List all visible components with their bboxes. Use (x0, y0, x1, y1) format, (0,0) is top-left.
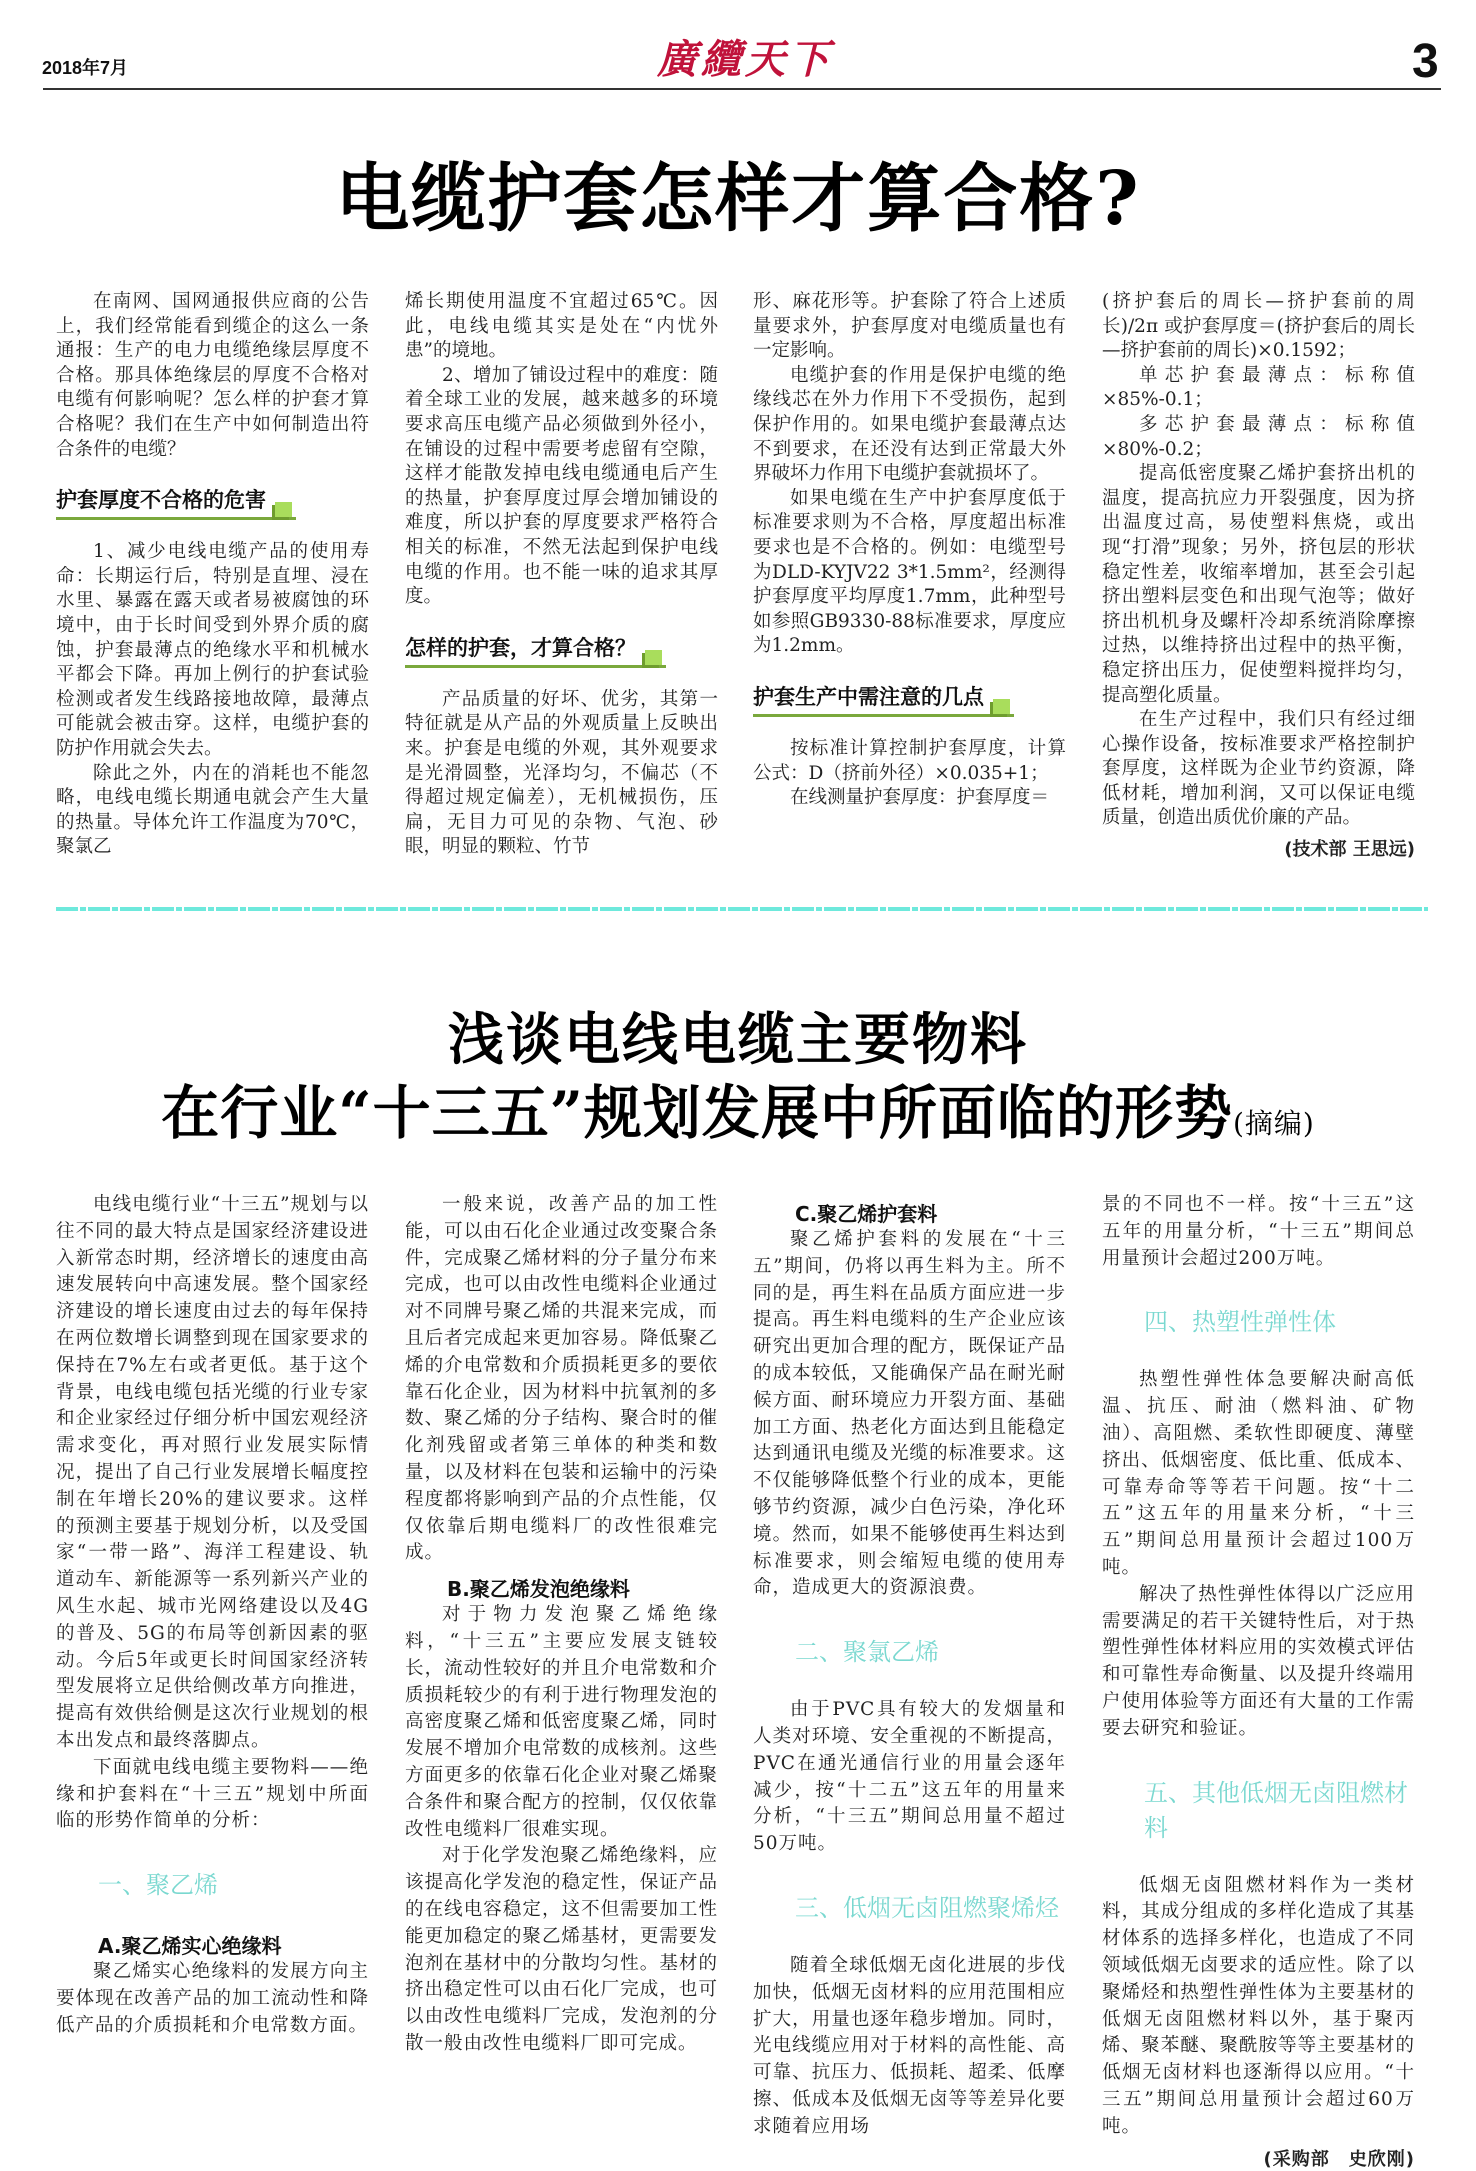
green-square-icon (275, 502, 292, 517)
paragraph: 在南网、国网通报供应商的公告上，我们经常能看到缆企的这么一条通报：生产的电力电缆绝缘层厚度不合格。那具体绝缘层的厚度不合格对电缆有何影响呢？怎么样的护套才算合格呢？我们在生产中如何制造出符合条件的电缆？ (56, 291, 369, 460)
subsection-heading: 二、聚氯乙烯 (795, 1638, 939, 1667)
paragraph: 随着全球低烟无卤化进展的步伐加快，低烟无卤材料的应用范围相应扩大，用量也逐年稳步增加。同时，光电线缆应用对于材料的高性能、高可靠、抗压力、低损耗、超柔、低摩擦、低成本及低烟无卤等等差异化要求随着应用场 (753, 1954, 1066, 2137)
paragraph: 形、麻花形等。护套除了符合上述质量要求外，护套厚度对电缆质量也有一定影响。 (753, 291, 1066, 362)
paragraph: 2、增加了铺设过程中的难度：随着全球工业的发展，越来越多的环境要求高压电缆产品必须做到外径小，在铺设的过程中需要考虑留有空隙，这样才能散发掉电线电缆通电后产生的热量，护套厚度过厚会增加铺设的难度，所以护套的厚度要求严格符合相关的标准，不然无法起到保护电线电缆的作用。也不能一味的追求其厚度。 (405, 364, 718, 608)
section-heading (753, 681, 1014, 717)
paragraph: 在生产过程中，我们只有经过细心操作设备，按标准要求严格控制护套厚度，这样既为企业节约资源，降低材耗，增加利润，又可以保证电缆质量，创造出质优价廉的产品。 (1102, 709, 1415, 829)
section-heading-wrap (405, 610, 718, 688)
section-heading-text: 护套生产中需注意的几点 (753, 684, 984, 709)
paragraph: 聚乙烯护套料的发展在“十三五”期间，仍将以再生料为主。所不同的是，再生料在品质方面应进一步提高。再生料电缆料的生产企业应该研究出更加合理的配方，既保证产品的成本较低，又能确保产品在耐光耐候方面、耐环境应力开裂方面、基础加工方面、热老化方面达到且能稳定达到通讯电缆及光缆的标准要求。这不仅能够降低整个行业的成本，更能够节约资源，减少白色污染，净化环境。然而，如果不能够使再生料达到标准要求，则会缩短电缆的使用寿命，造成更大的资源浪费。 (753, 1229, 1066, 1599)
column (753, 290, 1066, 811)
column (56, 1192, 369, 2040)
decorative-divider (56, 900, 1428, 918)
paragraph: 提高低密度聚乙烯护套挤出机的温度，提高抗应力开裂强度，因为挤出温度过高，易使塑料焦烧，或出现“打滑”现象；另外，挤包层的形状稳定性差，收缩率增加，甚至会引起挤出塑料层变色和出现气泡等；做好挤出机机身及螺杆冷却系统消除摩擦过热，以维持挤出过程中的热平衡，稳定挤出压力，促使塑料搅拌均匀，提高塑化质量。 (1102, 463, 1415, 706)
column (405, 290, 718, 860)
paragraph: 景的不同也不一样。按“十三五”这五年的用量分析，“十三五”期间总用量预计会超过200万吨。 (1102, 1194, 1415, 1269)
article2-title-line1: 浅谈电线电缆主要物料 (448, 1007, 1028, 1073)
author-signature: (技术部 王思远) (1284, 839, 1415, 861)
subsection-heading: 五、其他低烟无卤阻燃材料 (1144, 1778, 1408, 1842)
paragraph: (挤护套后的周长—挤护套前的周长)/2π 或护套厚度＝(挤护套后的周长—挤护套前的周长)×0.1592； (1102, 291, 1415, 362)
section-heading-text: 护套厚度不合格的危害 (56, 488, 266, 513)
column (1102, 1192, 1415, 2171)
sub-subsection-heading: C.聚乙烯护套料 (795, 1202, 938, 1226)
paragraph: 下面就电线电缆主要物料——绝缘和护套料在“十三五”规划中所面临的形势作简单的分析： (56, 1756, 369, 1832)
column (753, 1192, 1066, 2141)
paragraph: 按标准计算控制护套厚度，计算公式：D（挤前外径）×0.035+1； (753, 737, 1066, 784)
paragraph: 1、减少电线电缆产品的使用寿命：长期运行后，特别是直埋、浸在水里、暴露在露天或者易被腐蚀的环境中，由于长时间受到外界介质的腐蚀，护套最薄点的绝缘水平和机械水平都会下降。再加上例行的护套试验检测或者发生线路接地故障，最薄点可能就会被击穿。这样，电缆护套的防护作用就会失去。 (56, 541, 369, 759)
page-number: 3 (1412, 35, 1439, 88)
paragraph: 多芯护套最薄点：标称值×80%-0.2； (1102, 413, 1415, 460)
paragraph: 热塑性弹性体急要解决耐高低温、抗压、耐油（燃料油、矿物油）、高阻燃、柔软性即硬度、薄壁挤出、低烟密度、低比重、低成本、可靠寿命等等若干问题。按“十二五”这五年的用量来分析，“十三五”期间总用量预计会超过100万吨。 (1102, 1369, 1415, 1578)
paragraph: 由于PVC具有较大的发烟量和人类对环境、安全重视的不断提高，PVC在通光通信行业的用量会逐年减少，按“十二五”这五年的用量来分析，“十三五”期间总用量不超过50万吨。 (753, 1699, 1066, 1855)
subsection-heading: 一、聚乙烯 (98, 1871, 218, 1900)
paragraph: 烯长期使用温度不宜超过65℃。因此，电线电缆其实是处在“内忧外患”的境地。 (405, 291, 718, 362)
paragraph: 对于化学发泡聚乙烯绝缘料，应该提高化学发泡的稳定性，保证产品的在线电容稳定，这不但需要加工性能更加稳定的聚乙烯基材，更需要发泡剂在基材中的分散均匀性。基材的挤出稳定性可以由石化厂完成，也可以由改性电缆料厂完成，发泡剂的分散一般由改性电缆料厂即可完成。 (405, 1845, 718, 2054)
paragraph: 电缆护套的作用是保护电缆的绝缘线芯在外力作用下不受损伤，起到保护作用的。如果电缆护套最薄点达不到要求，在还没有达到正常最大外界破坏力作用下电缆护套就损坏了。 (753, 364, 1066, 485)
paragraph: 一般来说，改善产品的加工性能，可以由石化企业通过改变聚合条件，完成聚乙烯材料的分子量分布来完成，也可以由改性电缆料企业通过对不同牌号聚乙烯的共混来完成，而且后者完成起来更加容易。降低聚乙烯的介电常数和介质损耗更多的要依靠石化企业，因为材料中抗氧剂的多数、聚乙烯的分子结构、聚合时的催化剂残留或者第三单体的种类和数量，以及材料在包装和运输中的污染程度都将影响到产品的介点性能，仅仅依靠后期电缆料厂的改性很难完成。 (405, 1194, 718, 1564)
paragraph: 除此之外，内在的消耗也不能忽略，电线电缆长期通电就会产生大量的热量。导体允许工作温度为70℃，聚氯乙 (56, 762, 369, 858)
paragraph: 电线电缆行业“十三五”规划与以往不同的最大特点是国家经济建设进入新常态时期，经济增长的速度由高速发展转向中高速发展。整个国家经济建设的增长速度由过去的每年保持在两位数增长调整到现在国家要求的保持在7%左右或者更低。基于这个背景，电线电缆包括光缆的行业专家和企业家经过仔细分析中国宏观经济需求变化，再对照行业发展实际情况，提出了自己行业发展增长幅度控制在年增长20%的建议要求。这样的预测主要基于规划分析，以及受国家“一带一路”、海洋工程建设、轨道动车、新能源等一系列新兴产业的风生水起、城市光网络建设以及4G的普及、5G的布局等创新因素的驱动。今后5年或更长时间国家经济转型发展将立足供给侧改革方向推进，提高有效供给侧是这次行业规划的根本出发点和最终落脚点。 (56, 1194, 369, 1751)
article2-title-main: 在行业“十三五”规划发展中所面临的形势 (161, 1079, 1233, 1147)
article2-title-line2 (0, 1066, 1476, 1150)
paragraph: 解决了热性弹性体得以广泛应用需要满足的若干关键特性后，对于热塑性弹性体材料应用的实效模式评估和可靠性寿命衡量、以及提升终端用户使用体验等方面还有大量的工作需要去研究和验证。 (1102, 1583, 1415, 1739)
section-heading-wrap (753, 659, 1066, 737)
sub-subsection-heading: A.聚乙烯实心绝缘料 (98, 1934, 282, 1959)
section-heading-wrap (56, 462, 369, 540)
newspaper-logo: 廣纜天下 (657, 36, 833, 83)
paragraph: 聚乙烯实心绝缘料的发展方向主要体现在改善产品的加工流动性和降低产品的介质损耗和介电常数方面。 (56, 1961, 369, 2036)
green-square-icon (645, 650, 662, 665)
subsection-heading: 三、低烟无卤阻燃聚烯烃 (795, 1893, 1059, 1922)
green-square-icon (993, 699, 1010, 714)
paragraph: 低烟无卤阻燃材料作为一类材料，其成分组成的多样化造成了其基材体系的选择多样化，也造成了不同领域低烟无卤要求的适应性。除了以聚烯烃和热塑性弹性体为主要基材的低烟无卤阻燃材料以外，基于聚丙烯、聚苯醚、聚酰胺等等主要基材的低烟无卤材料也逐渐得以应用。“十三五”期间总用量预计会超过60万吨。 (1102, 1874, 1415, 2137)
column (56, 290, 369, 860)
paragraph: 在线测量护套厚度：护套厚度＝ (790, 787, 1050, 809)
article2-title-note: (摘编) (1232, 1107, 1315, 1140)
column (1102, 290, 1415, 861)
paragraph: 对于物力发泡聚乙烯绝缘料，“十三五”主要应发展支链较长，流动性较好的并且介电常数和介质损耗较少的有利于进行物理发泡的高密度聚乙烯和低密度聚乙烯，同时发展不增加介电常数的成核剂。这些方面更多的依靠石化企业对聚乙烯聚合条件和聚合配方的控制，仅仅依靠改性电缆料厂很难实现。 (405, 1604, 718, 1840)
sub-subsection-heading: B.聚乙烯发泡绝缘料 (447, 1577, 630, 1602)
section-heading-text: 怎样的护套，才算合格？ (405, 635, 636, 660)
section-heading (405, 632, 666, 668)
section-heading (56, 484, 296, 520)
header-rule (43, 88, 1441, 90)
paragraph: 单芯护套最薄点：标称值×85%-0.1； (1102, 364, 1415, 411)
article1-title: 电缆护套怎样才算合格? (335, 156, 1141, 242)
author-signature: (采购部 史欣刚) (1263, 2148, 1415, 2170)
issue-date: 2018年7月 (42, 58, 129, 78)
subsection-heading: 四、热塑性弹性体 (1144, 1308, 1336, 1337)
paragraph: 产品质量的好坏、优劣，其第一特征就是从产品的外观质量上反映出来。护套是电缆的外观，其外观要求是光滑圆整，光泽均匀，不偏芯（不得超过规定偏差），无机械损伤，压扁，无目力可见的杂物、气泡、砂眼，明显的颗粒、竹节 (405, 688, 718, 858)
column (405, 1192, 718, 2058)
paragraph: 如果电缆在生产中护套厚度低于标准要求则为不合格，厚度超出标准要求也是不合格的。例如：电缆型号为DLD-KYJV22 3*1.5mm²，经测得护套厚度平均厚度1.7mm，此种型号如参照GB9330-88标准要求，厚度应为1.2mm。 (753, 487, 1066, 657)
